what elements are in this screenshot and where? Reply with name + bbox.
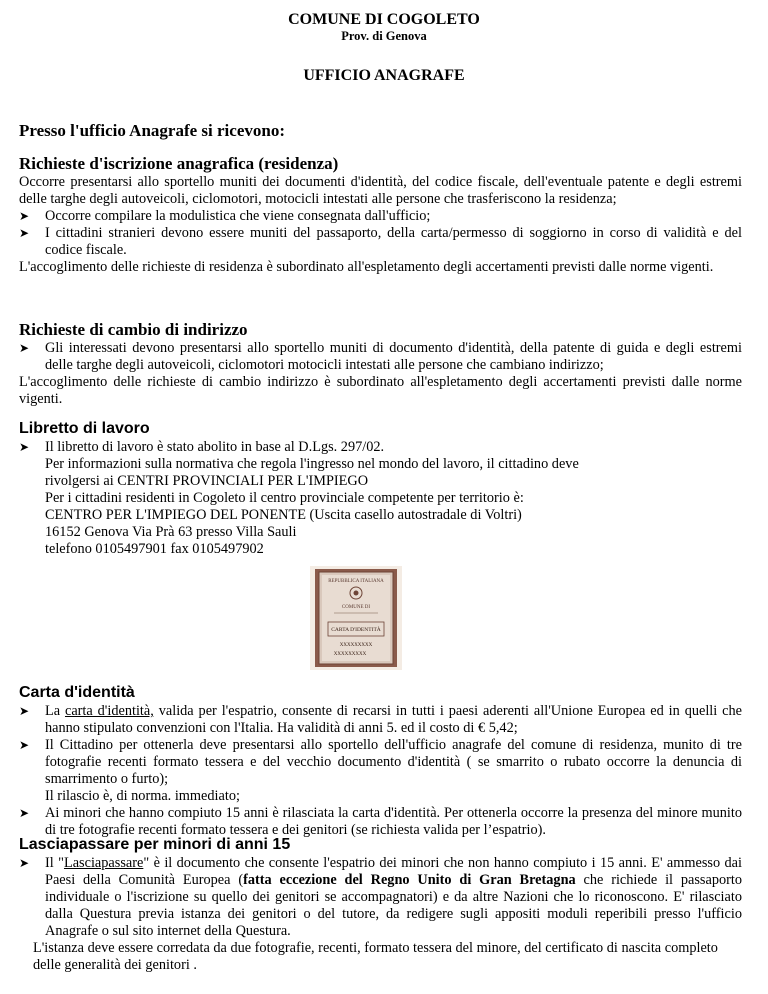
carta-identita-link[interactable]: carta d'identità, [64,703,154,719]
office-title: UFFICIO ANAGRAFE [303,67,465,84]
list-item: ➤ I cittadini stranieri devono essere muniti del passaporto, della carta/permesso di soggiorno in corso di validità e del codice fiscale. [19,225,742,258]
arrow-bullet-icon: ➤ [19,704,30,718]
id-card-line: XXXXXXXXX [339,643,373,648]
residenza-heading: Richieste d'iscrizione anagrafica (residenza) [19,154,339,173]
indirizzo-note: L'accoglimento delle richieste di cambio indirizzo è subordinato all'espletamento degli accertamenti previsti dalle norme vigenti. [19,374,742,407]
carta-heading: Carta d'identità [19,684,135,701]
list-item: ➤ Il libretto di lavoro è stato abolito in base al D.Lgs. 297/02. [19,439,385,455]
residenza-note: L'accoglimento delle richieste di residenza è subordinato all'espletamento degli accertamenti previsti dalle norme vigenti. [19,259,714,275]
lasciapassare-section [19,835,742,974]
list-item: ➤ Il "Lasciapassare" è il documento che consente l'espatrio dei minori che non hanno compiuto i 15 anni. E' ammesso dai Paesi della Comunità Europea (fatta eccezione del Regno Unito di Gran Bretagna che richiede il passaporto individuale o l'iscrizione su quello dei genitori se accompagnatori) e da altre Nazioni che lo riconoscono. E' rilasciato dalla Questura previa istanza dei genitori o del tutore, da redigere sugli appositi moduli reperibili presso l'ufficio Anagrafe o sul sito internet della Questura. [19,855,742,939]
list-item: ➤ Occorre compilare la modulistica che viene consegnata dall'ufficio; [19,208,431,224]
lasciapassare-heading: Lasciapassare per minori di anni 15 [19,836,291,853]
id-card-photo [310,566,402,670]
arrow-bullet-icon: ➤ [19,806,30,820]
arrow-bullet-icon: ➤ [19,738,30,752]
carta-issue-note: Il rilascio è, di norma. immediato; [45,788,240,804]
carta-section [19,683,742,839]
id-card-line: REPUBBLICA ITALIANA [328,579,384,584]
id-card-line: CARTA D'IDENTITÀ [331,627,381,633]
libretto-line: CENTRO PER L'IMPIEGO DEL PONENTE (Uscita casello autostradale di Voltri) [45,507,522,523]
arrow-bullet-icon: ➤ [19,209,30,223]
intro-heading: Presso l'ufficio Anagrafe si ricevono: [19,121,285,140]
lasciapassare-link[interactable]: Lasciapassare [63,855,144,871]
libretto-section [19,419,742,558]
arrow-bullet-icon: ➤ [19,440,30,454]
province-subtitle: Prov. di Genova [341,29,427,43]
residenza-paragraph: Occorre presentarsi allo sportello muniti dei documenti d'identità, del codice fiscale, dell'eventuale patente e degli estremi delle targhe degli autoveicoli, ciclomotori, motocicli intestati alle persone che trasferiscono la residenza; [19,174,742,207]
id-card-line: XXXXXXXXX [333,652,367,657]
list-item: ➤ La carta d'identità, valida per l'espatrio, consente di recarsi in tutti i paesi aderenti all'Unione Europea ed in quelli che hanno stipulato convenzioni con l'Italia. Ha validità di anni 5. ed il costo di € 5,42; [19,703,742,736]
libretto-line: 16152 Genova Via Prà 63 presso Villa Sauli [45,524,297,540]
intro-section [19,121,742,141]
list-item: ➤ Ai minori che hanno compiuto 15 anni è rilasciata la carta d'identità. Per ottenerla occorre la presenza del minore munito di tre fotografie recenti formato tessera e dei genitori (se richiesta valida per l’espatrio). [19,805,742,838]
document-title: COMUNE DI COGOLETO [288,11,480,28]
lasciapassare-paragraph: L'istanza deve essere corredata da due fotografie, recenti, formato tessera del minore, del certificato di nascita completo delle generalità dei genitori . [33,940,718,973]
libretto-line: Per informazioni sulla normativa che regola l'ingresso nel mondo del lavoro, il cittadino deve [45,456,579,472]
residenza-section [19,154,742,276]
libretto-line: rivolgersi ai CENTRI PROVINCIALI PER L'IMPIEGO [45,473,369,489]
libretto-line: Per i cittadini residenti in Cogoleto il centro provinciale competente per territorio è: [45,490,524,506]
uk-exception-text: fatta eccezione del Regno Unito di Gran Bretagna [243,872,576,888]
id-card-line: COMUNE DI [341,605,371,610]
arrow-bullet-icon: ➤ [19,226,30,240]
libretto-phone: telefono 0105497901 fax 0105497902 [45,541,264,557]
libretto-heading: Libretto di lavoro [19,420,150,437]
list-item: ➤ Gli interessati devono presentarsi allo sportello muniti di documento d'identità, della patente di guida e degli estremi delle targhe degli autoveicoli, ciclomotori motocicli intestati alle persone che cambiano indirizzo; [19,340,742,373]
indirizzo-heading: Richieste di cambio di indirizzo [19,320,248,339]
list-item: ➤ Il Cittadino per ottenerla deve presentarsi allo sportello dell'ufficio anagrafe del comune di residenza, munito di tre fotografie recenti formato tessera e del vecchio documento d'identità ( se smarrito o rubato occorre la denuncia di smarrimento o furto); [19,737,742,787]
arrow-bullet-icon: ➤ [19,341,30,355]
indirizzo-section [19,320,742,408]
arrow-bullet-icon: ➤ [19,856,30,870]
